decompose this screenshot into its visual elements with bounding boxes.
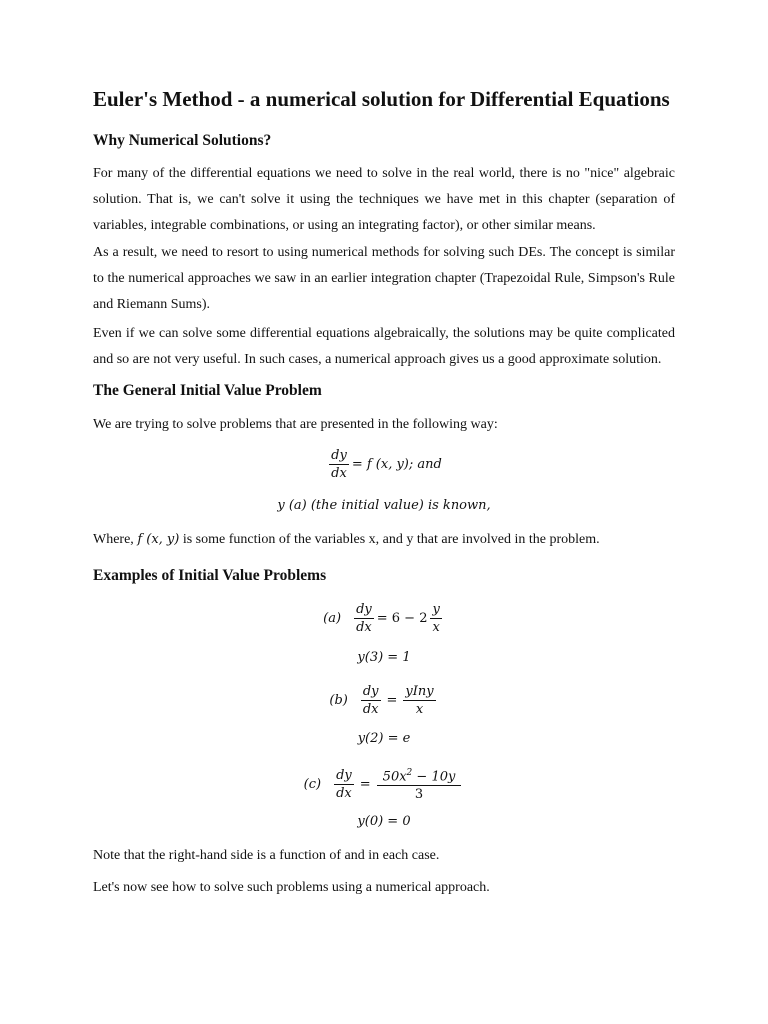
paragraph-why-3: Even if we can solve some differential equations algebraically, the solutions may be quite complicated and so are not very useful. In such cases, a numerical approach gives us a good approximate solution. bbox=[93, 326, 675, 367]
equation-general-rhs: = f (x, y); and bbox=[351, 457, 442, 472]
equation-initial-value: y (a) (the initial value) is known, bbox=[277, 498, 491, 513]
where-sentence: Where, f (x, y) is some function of the variables x, and y that are involved in the problem. bbox=[93, 532, 600, 547]
paragraph-why-1: For many of the differential equations we need to solve in the real world, there is no "nice" algebraic solution. That is, we can't solve it using the techniques we have met in this chapter (separation of variables, integrable combinations, or using an integrating factor), or other similar means. bbox=[93, 166, 675, 233]
paragraph-why-2: As a result, we need to resort to using numerical methods for solving such DEs. The concept is similar to the numerical approaches we saw in an earlier integration chapter (Trapezoidal Rule, Simpson's Rule and Riemann Sums). bbox=[93, 245, 675, 312]
heading-examples: Examples of Initial Value Problems bbox=[93, 567, 327, 584]
example-c-initial: y(0) = 0 bbox=[357, 814, 411, 829]
example-c-label: (c) bbox=[303, 776, 322, 792]
equation-general-ode bbox=[0, 448, 768, 481]
example-a-label: (a) bbox=[323, 611, 342, 626]
example-a-equation: (a) $\frac{dy}{dx}$ = 6 − 2 $\frac{y}{x}$ bbox=[323, 602, 440, 635]
example-b-label: (b) bbox=[329, 693, 348, 708]
example-b-initial: y(2) = e bbox=[357, 731, 411, 746]
heading-general-ivp: The General Initial Value Problem bbox=[93, 382, 322, 399]
heading-why-numerical: Why Numerical Solutions? bbox=[93, 132, 272, 149]
example-a-initial: y(3) = 1 bbox=[357, 650, 411, 665]
derivative-fraction: $\frac{dy}{dx}$ bbox=[331, 448, 347, 481]
closing-sentence: Let's now see how to solve such problems using a numerical approach. bbox=[93, 880, 490, 895]
function-fxy: f (x, y) bbox=[137, 532, 180, 547]
note-sentence: Note that the right-hand side is a function of and in each case. bbox=[93, 848, 440, 863]
example-b-equation: (b) $\frac{dy}{dx}$ = $\frac{\text{yIny}}{x}$ bbox=[329, 684, 434, 717]
general-intro: We are trying to solve problems that are presented in the following way: bbox=[93, 417, 498, 432]
page-title: Euler's Method - a numerical solution for Differential Equations bbox=[93, 87, 670, 111]
example-c-equation: (c) $\frac{dy}{dx}$ = $\frac{50x^2 - 10y}{3}$ bbox=[0, 766, 768, 802]
